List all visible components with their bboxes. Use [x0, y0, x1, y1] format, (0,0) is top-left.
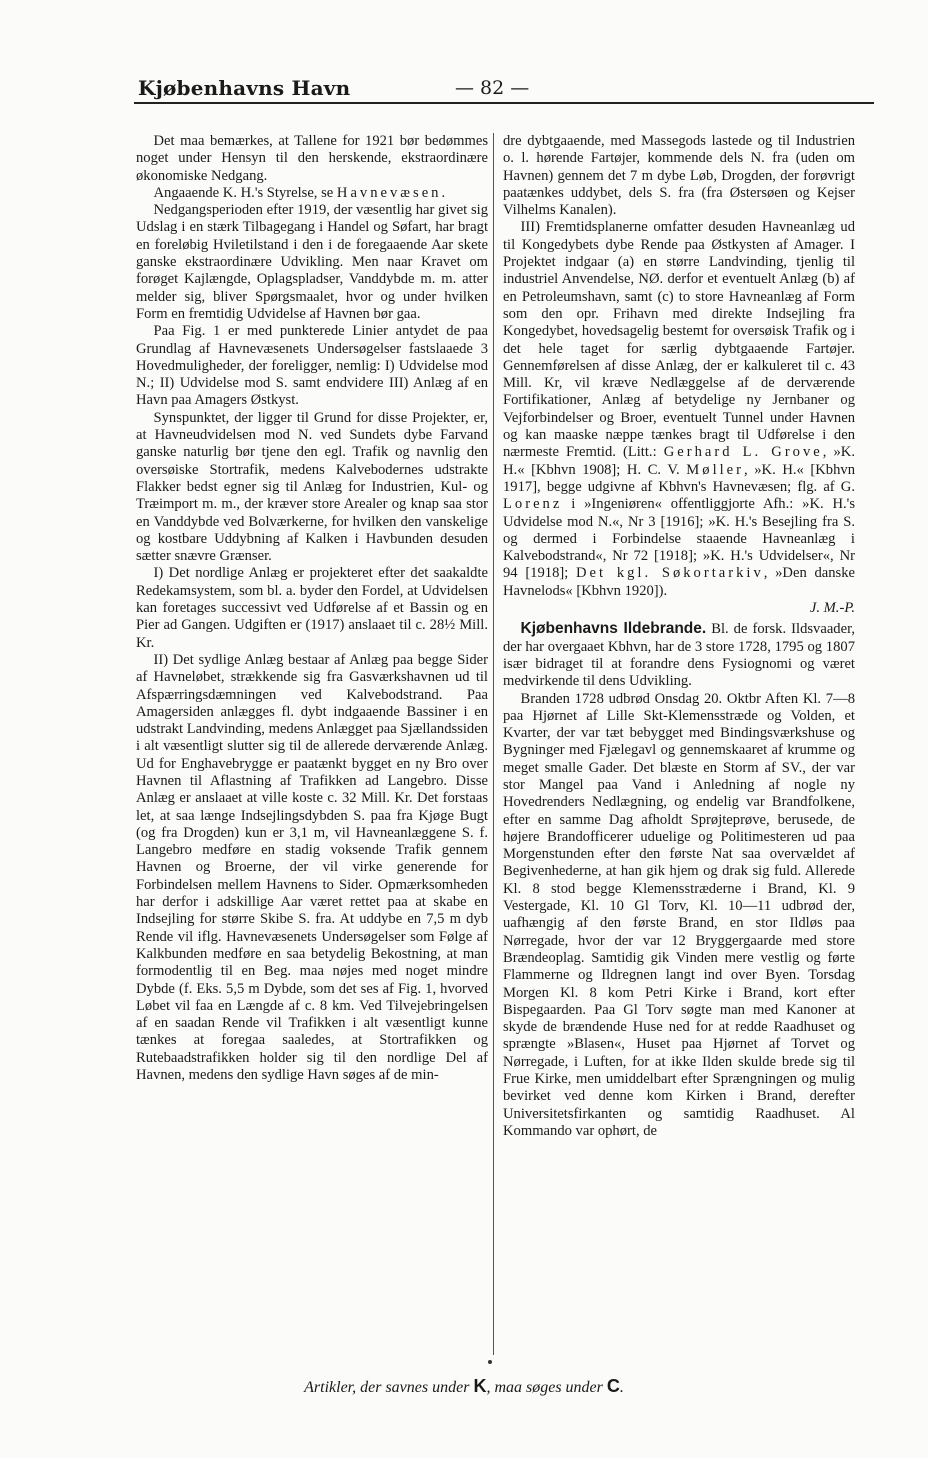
- text-run: Bl. de forsk. Ildsvaader, der har overgaaet Kbhvn, har de 3 store 1728, 1795 og 1807 især bidraget til at forandre dens Fysiognomi og været medvirkende til dens Udvikling.: [503, 621, 855, 690]
- left-column: [136, 133, 488, 1353]
- cross-reference: Havnevæsen.: [336, 184, 449, 201]
- paragraph: [136, 185, 488, 202]
- entry-paragraph: [503, 620, 855, 690]
- column-divider: [493, 133, 494, 1355]
- text-run: , »K. H.« [Kbhvn 1917], begge udgivne af Kbhvn's Havnevæsen; flg. af G.: [503, 461, 855, 495]
- paragraph: [503, 219, 855, 617]
- paragraph: Branden 1728 udbrød Onsdag 20. Oktbr Aften Kl. 7—8 paa Hjørnet af Lille Skt-Klemensstræde og Volden, et Kvarter, der var tæt bebygget med Bindingsværkshuse og Bygninger med Fjælegavl og gennemskaaret af krumme og meget smalle Gader. Det blæste en Storm af SV., der var stor Mangel paa Vand i Anledning af nogle ny Hovedrenders Nedlægning, og endelig var Brandfolkene, efter en samme Dag afholdt Sprøjteprøve, berusede, de højere Brandofficerer uduelige og Politimesteren ud paa Morgenstunden efter den første Nat saa overvældet af Begivenhederne, at han gik hjem og drak sig fuld. Allerede Kl. 8 stod begge Klemensstræderne i Brand, Kl. 9 Vestergade, Kl. 10 Gl Torv, Kl. 10—11 udbrød der, uafhængig af den første Brand, en stor Ildløs paa Nørregade, hvor der var 12 Bryggergaarde med store Brændeoplag. Samtidig gik Vinden mere vestlig og førte Flammerne og Ildregnen langt ind over Byen. Torsdag Morgen Kl. 8 kom Petri Kirke i Brand, kort efter Bispegaarden. Paa Gl Torv søgte man med Kanoner at skyde de brændende Huse ned for at redde Raadhuset og sprængte »Blasen«, Huset paa Hjørnet af Torvet og Nørregade, i Luften, for at ikke Ilden skulde brede sig til Frue Kirke, men umiddelbart efter Sprængningen og mulig bevirket ved denne kom Kirken i Brand, derefter Universitetsfirkanten og samtidig Raadhuset. Al Kommando var ophørt, de: [503, 690, 855, 1139]
- archive-name: Det kgl. Søkortarkiv: [576, 565, 764, 582]
- author-name: Lorenz: [503, 496, 563, 513]
- text-run: , maa søges under: [486, 1379, 607, 1396]
- paragraph: Det maa bemærkes, at Tallene for 1921 bør bedømmes noget under Hensyn til den herskende, ekstraordinære økonomiske Nedgang.: [136, 133, 488, 184]
- entry-title: Kjøbenhavns Ildebrande.: [520, 620, 707, 638]
- letter-c: C: [606, 1376, 620, 1396]
- author-signature: J. M.-P.: [809, 600, 855, 617]
- paragraph: II) Det sydlige Anlæg bestaar af Anlæg paa begge Sider af Havneløbet, strækkende sig fra Gasværkshavnen ud til Afspærringsdæmningen ved Kalvebodstrand. Paa Amagersiden anlægges fl. dybt indgaaende Bassiner i en udstrakt Landvinding, medens Anlægget paa Sjællandssiden i alt væsentligt slutter sig til de allerede derværende Anlæg. Ud for Enghavebrygge er paatænkt bygget en ny Bro over Havnen til Aflastning af Trafikken ad Langebro. Disse Anlæg er anslaaet at ville koste c. 32 Mill. Kr. Det forstaas let, at saa længe Indsejlingsdybden S. paa fra Kjøge Bugt (og fra Drogden) kun er 3,1 m, vil Havneanlæggene S. f. Langebro medføre en stadig voksende Trafik gennem Havnen og Broerne, der vil virke generende for Forbindelsen mellem Havnens to Sider. Opmærksomheden har derfor i adskillige Aar været rettet paa at skabe en Indsejling for større Skibe S. fra. At uddybe en 7,5 m dyb Rende vil iflg. Havnevæsenets Undersøgelser som Følge af Kalkbunden medføre en saa betydelig Bekostning, at man formodentlig til en Beg. maa nøjes med noget mindre Dybde (f. Eks. 5,5 m Dybde, som det ses af Fig. 1, hvorved Løbet vil faa en Længde af c. 8 km. Ved Tilvejebringelsen af en saadan Rende vil Trafikken i alt væsentligt kunne tænkes at foregaa saaledes, at Stortrafikken og Rutebaadstrafikken holder sig til den nordlige Del af Havnen, medens den sydlige Havn søges af de min-: [136, 651, 488, 1084]
- text-run: Artikler, der savnes under: [304, 1379, 474, 1396]
- letter-k: K: [473, 1376, 487, 1396]
- paragraph: Paa Fig. 1 er med punkterede Linier antydet de paa Grundlag af Havnevæsenets Undersøgelser fastslaaede 3 Hovedmuligheder, der foreligger, nemlig: I) Udvidelse mod N.; II) Udvidelse mod S. samt endvidere III) Anlæg af en Havn paa Amagers Østkyst.: [136, 323, 488, 409]
- header-rule: [134, 102, 874, 104]
- paragraph: Synspunktet, der ligger til Grund for disse Projekter, er, at Havneudvidelsen mod N. ved Sundets dybe Farvand ganske naturlig bør tjene den egl. Trafik og navnlig den oversøiske Stortrafik, medens Kalvebodernes udstrakte Flakker bedst egner sig til Anlæg for Industrien, Kul- og Træimport m. m., der kræver store Arealer og knap saa stor en Vanddybde ved Bolværkerne, for hvilken den vanskelige og kostbare Uddybning af Kalken i Havbunden desuden sætter snævre Grænser.: [136, 409, 488, 565]
- page-number: — 82 —: [455, 77, 530, 99]
- text-run: Angaaende K. H.'s Styrelse, se: [153, 184, 337, 201]
- ornament-dot: [488, 1360, 492, 1364]
- paragraph: dre dybtgaaende, med Massegods lastede og til Industrien o. l. hørende Fartøjer, kommende dels N. fra (uden om Havnen) gennem det 7 m dybe Løb, Drogden, der forøvrigt paatænkes uddybet, dels S. fra (fra Østersøen og Kejser Vilhelms Kanalen).: [503, 133, 855, 219]
- text-run: III) Fremtidsplanerne omfatter desuden Havneanlæg ud til Kongedybets dybe Rende paa Østkysten af Amager. I Projektet indgaar (a) en større Landvinding, tjenlig til industriel Anvendelse, NØ. derfor et eventuelt Anlæg (b) af en Petroleumshavn, samt (c) to store Havneanlæg af Form som den opr. Frihavn med direkte Indsejling fra Kongedybet, hovedsagelig bestemt for oversøisk Trafik og i det hele taget for særlig dybtgaaende Fartøjer. Gennemførelsen af disse Anlæg, der er kalkuleret til c. 43 Mill. Kr, vil kræve Nedlæggelse af de derværende Fortifikationer, Anlæg af betydelige ny Jernbaner og Vejforbindelser og Broer, eventuelt Tunnel under Havnen og kan maaske næppe tænkes bragt til Udførelse i den nærmeste Fremtid. (Litt.:: [503, 219, 855, 461]
- paragraph: Nedgangsperioden efter 1919, der væsentlig har givet sig Udslag i en stærk Tilbagegang i Handel og Søfart, har bragt en foreløbig Hviletilstand i den i de foregaaende Aar skete ganske ekstraordinære Udvikling. Men naar Kravet om forøget Kajlængde, Oplagspladser, Vanddybde m. m. atter melder sig, bliver Spørgsmaalet, hvor og under hvilken Form en fremtidig Udvidelse af Havnen bør gaa.: [136, 202, 488, 322]
- page-footer: [0, 1376, 928, 1397]
- right-column: [503, 133, 855, 1353]
- text-run: , »Den danske Havnelods« [Kbhvn 1920]).: [503, 565, 855, 599]
- running-title: Kjøbenhavns Havn: [138, 76, 351, 100]
- text-run: .: [619, 1379, 624, 1396]
- text-run: , »K. H.« [Kbhvn 1908]; H. C. V.: [503, 444, 855, 478]
- paragraph: I) Det nordlige Anlæg er projekteret efter det saakaldte Redekamsystem, som bl. a. byder den Fordel, at Udvidelsen kan foretages successivt ved Udførelse af et Bassin og en Pier ad Gangen. Udgiften er (1917) anslaaet til c. 28½ Mill. Kr.: [136, 565, 488, 651]
- text-run: i »Ingeniøren« offentliggjorte Afh.: »K. H.'s Udvidelse mod N.«, Nr 3 [1916]; »K. H.'s Besejling fra S. og dermed i Forbindelse staaende Havneanlæg i Kalvebodstrand«, Nr 72 [1918]; »K. H.'s Udvidelser«, Nr 94 [1918];: [503, 496, 855, 582]
- author-name: Gerhard L. Grove: [663, 444, 823, 461]
- author-name: Møller: [686, 461, 745, 478]
